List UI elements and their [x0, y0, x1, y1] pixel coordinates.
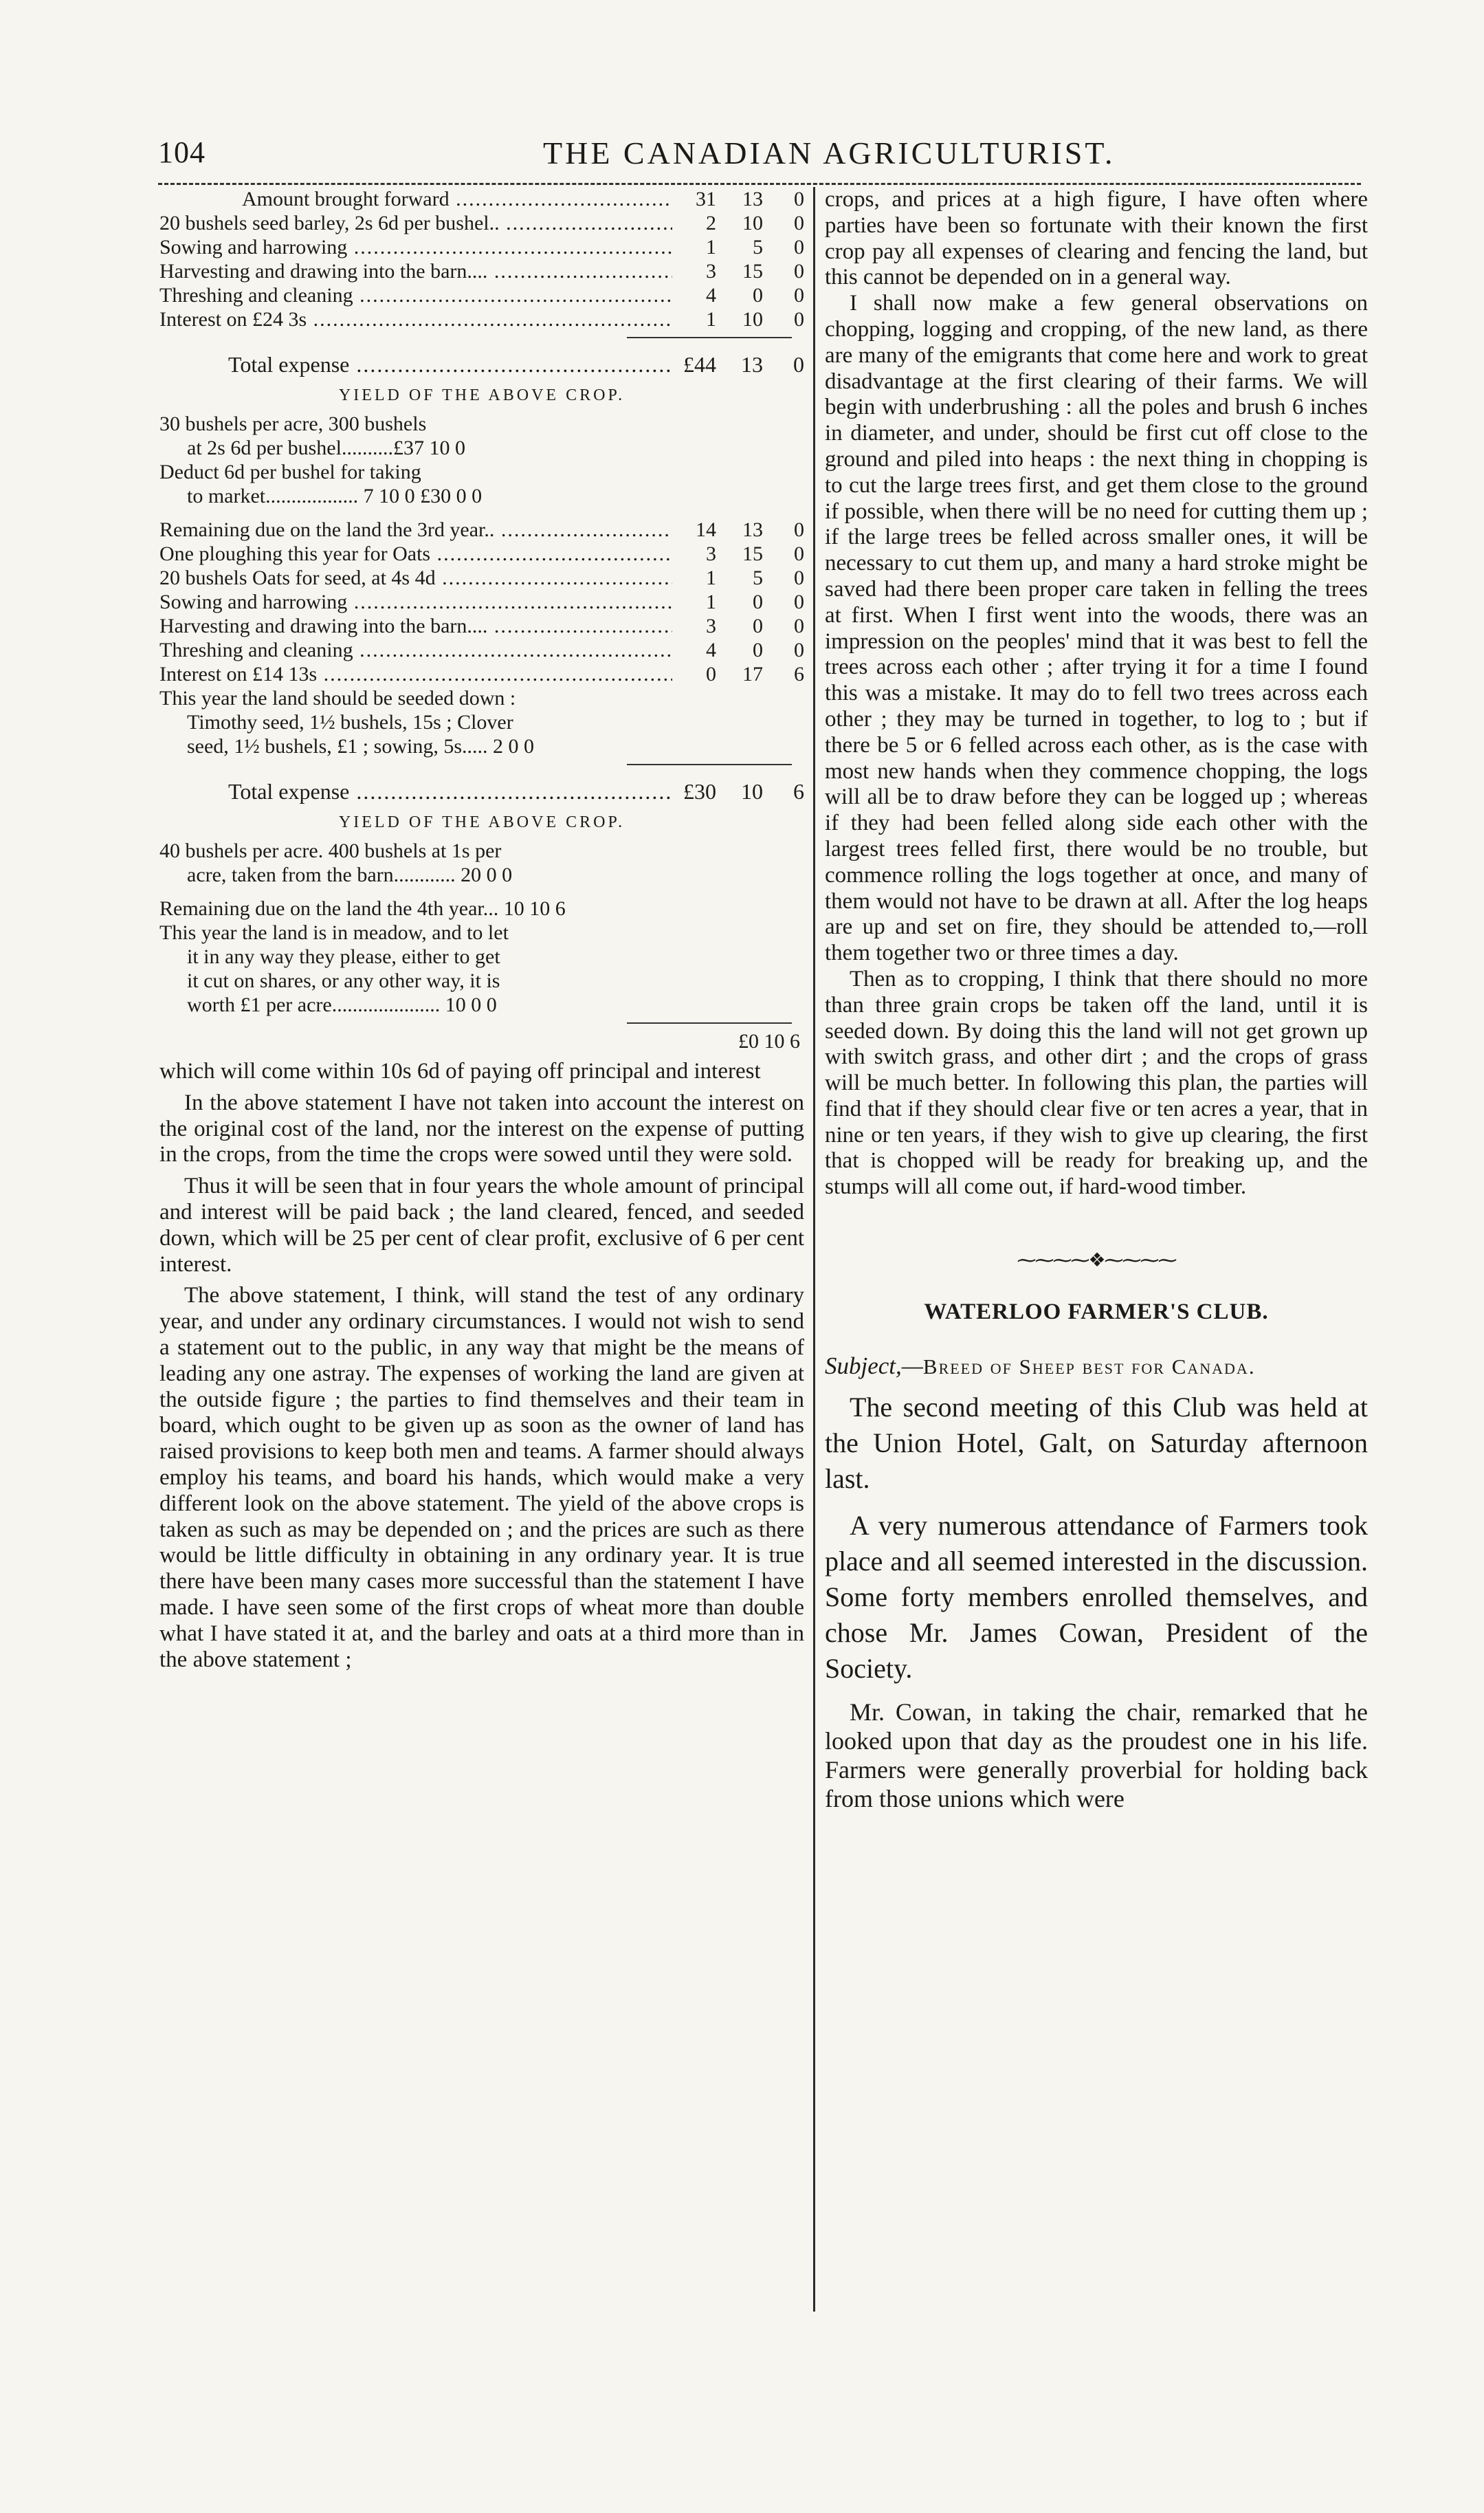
ledger-pence: 0: [794, 542, 804, 565]
text-line: Remaining due on the land the 4th year... 10 10 6: [159, 897, 566, 920]
ledger-item: Remaining due on the land the 3rd year.. .....: [159, 518, 672, 542]
paragraph: The second meeting of this Club was held at the Union Hotel, Galt, on Saturday afternoon last.: [825, 1392, 1368, 1495]
ledger-pence: 0: [794, 639, 804, 661]
ledger-row: [159, 638, 804, 662]
ledger-pence: 0: [794, 284, 804, 307]
paragraph: A very numerous attendance of Farmers took place and all seemed interested in the discussion. Some forty members enrolled themselves, and chose Mr. James Cowan, President of the Society.: [825, 1510, 1368, 1685]
ledger-shillings: 0: [753, 284, 763, 307]
ledger-pounds: 1: [706, 308, 716, 331]
text-line: to market.................. 7 10 0 £30 0 0: [187, 485, 483, 507]
text-line: it in any way they please, either to get: [187, 945, 500, 968]
column-divider: [813, 187, 815, 2312]
ledger-item: Threshing and cleaning .....: [159, 638, 672, 662]
paragraph: crops, and prices at a high figure, I have often where parties have been so fortunate with their known the first crop pay all expenses of clearing and fencing the land, but this cannot be depended on in a general way.: [825, 187, 1368, 290]
ledger-item: Sowing and harrowing .....: [159, 235, 672, 259]
text-line: 30 bushels per acre, 300 bushels: [159, 413, 427, 435]
ledger-pence: 0: [794, 188, 804, 210]
ledger-item: Interest on £14 13s .....: [159, 662, 672, 686]
ledger-pence: 6: [794, 663, 804, 685]
ledger-item: Interest on £24 3s .....: [159, 307, 672, 331]
paragraph: Then as to cropping, I think that there should no more than three grain crops be taken off the land, until it is seeded down. By doing this the land will not get grown up with switch grass, and other dirt ; and the crops of grass will be much better. In following this plan, the parties will find that if they should clear five or ten acres a year, that in nine or ten years, if they wish to give up clearing, the first that is chopped will be ready for breaking up, and the stumps will all come out, if hard-wood timber.: [825, 966, 1368, 1200]
ledger-shillings: 10: [742, 212, 763, 234]
final-amount: £0 10 6: [738, 1030, 800, 1053]
ledger-shillings: 13: [742, 518, 763, 541]
ledger-row: [159, 283, 804, 307]
ledger-pence: 0: [794, 615, 804, 637]
remaining-4th-year: [159, 897, 804, 1017]
club-paragraphs: [825, 1390, 1368, 1687]
club-title: WATERLOO FARMER'S CLUB.: [924, 1299, 1269, 1325]
ledger-shillings: 15: [742, 542, 763, 565]
ledger-item: One ploughing this year for Oats .....: [159, 542, 672, 566]
total-shillings: 10: [741, 779, 763, 804]
text-line: worth £1 per acre..................... 10 0 0: [187, 994, 497, 1016]
ledger-row: [159, 259, 804, 283]
subject-line: [825, 1352, 1368, 1380]
ledger-item: 20 bushels Oats for seed, at 4s 4d .....: [159, 566, 672, 590]
ledger-shillings: 5: [753, 236, 763, 259]
last-paragraph: Mr. Cowan, in taking the chair, remarked that he looked upon that day as the proudest one in his life. Farmers were generally proverbial for holding back from those unions which were: [825, 1698, 1368, 1813]
ledger-shillings: 13: [742, 188, 763, 210]
ledger-pounds: 4: [706, 284, 716, 307]
sum-rule: [627, 764, 792, 765]
yield-heading-1: YIELD OF THE ABOVE CROP.: [338, 386, 625, 404]
ledger-row: [159, 307, 804, 331]
page-number: 104: [158, 135, 206, 169]
ledger-row: [159, 614, 804, 638]
text-line: seed, 1½ bushels, £1 ; sowing, 5s..... 2 0 0: [187, 735, 534, 758]
text-line: 40 bushels per acre. 400 bushels at 1s per: [159, 840, 502, 862]
ledger-block-1: [159, 187, 804, 331]
total-label: Total expense .....: [228, 351, 672, 378]
total-pounds: £30: [683, 779, 716, 804]
paragraph: Thus it will be seen that in four years the whole amount of principal and interest will be paid back ; the land cleared, fenced, and seeded down, which will be 25 per cent of clear profit, exclusive of 6 per cent interest.: [159, 1174, 804, 1277]
subject-text: Breed of Sheep best for Canada.: [922, 1354, 1256, 1379]
ledger-row: [159, 662, 804, 686]
ledger-row: [159, 235, 804, 259]
header-rule: [158, 183, 1361, 185]
ledger-shillings: 0: [753, 591, 763, 613]
seed-block: [159, 686, 804, 758]
ledger-pounds: 1: [706, 591, 716, 613]
ledger-row: [159, 211, 804, 235]
total-pence: 6: [793, 779, 804, 804]
ledger-row: [159, 590, 804, 614]
total-label: Total expense .....: [228, 778, 672, 805]
ledger-pence: 0: [794, 236, 804, 259]
total-expense-2: [159, 778, 804, 805]
ledger-pence: 0: [794, 591, 804, 613]
ledger-shillings: 15: [742, 260, 763, 283]
ledger-shillings: 17: [742, 663, 763, 685]
text-line: at 2s 6d per bushel..........£37 10 0: [187, 437, 465, 459]
ledger-pence: 0: [794, 308, 804, 331]
yield-block-2: [159, 839, 804, 887]
yield-heading-2: YIELD OF THE ABOVE CROP.: [338, 813, 625, 831]
sum-rule: [627, 337, 792, 338]
ledger-pence: 0: [794, 212, 804, 234]
ledger-item: Amount brought forward .....: [242, 187, 672, 211]
ledger-pounds: 4: [706, 639, 716, 661]
text-line: Timothy seed, 1½ bushels, 15s ; Clover: [187, 711, 513, 734]
total-pounds: £44: [683, 352, 716, 377]
ornament-divider: ⁓⁓⁓⁓❖⁓⁓⁓⁓: [1017, 1250, 1176, 1272]
text-line: it cut on shares, or any other way, it is: [187, 969, 500, 992]
ledger-row: [159, 187, 804, 211]
left-column: [159, 187, 804, 1673]
total-expense-1: [159, 351, 804, 378]
ledger-shillings: 0: [753, 615, 763, 637]
ledger-item: Threshing and cleaning .....: [159, 283, 672, 307]
ledger-shillings: 10: [742, 308, 763, 331]
right-paragraphs: [825, 187, 1368, 1200]
ledger-pounds: 1: [706, 236, 716, 259]
ledger-pence: 0: [794, 567, 804, 589]
ledger-pounds: 1: [706, 567, 716, 589]
ledger-pence: 0: [794, 260, 804, 283]
total-pence: 0: [793, 352, 804, 377]
ledger-row: [159, 566, 804, 590]
right-column: [825, 187, 1368, 1813]
ledger-item: Sowing and harrowing .....: [159, 590, 672, 614]
text-line: This year the land should be seeded down :: [159, 687, 516, 710]
text-line: Deduct 6d per bushel for taking: [159, 461, 421, 483]
ledger-item: 20 bushels seed barley, 2s 6d per bushel.. .....: [159, 211, 672, 235]
ledger-pounds: 0: [706, 663, 716, 685]
sum-rule: [627, 1022, 792, 1024]
paragraph: which will come within 10s 6d of paying off principal and interest: [159, 1059, 761, 1084]
ledger-block-2: [159, 518, 804, 686]
ledger-pounds: 3: [706, 542, 716, 565]
ledger-pounds: 3: [706, 260, 716, 283]
page-header: [158, 135, 1368, 183]
ledger-row: [159, 518, 804, 542]
paragraph: I shall now make a few general observations on chopping, logging and cropping, of the new land, as there are many of the emigrants that come here and work to great disadvantage at the first clearing of their farms. We will begin with underbrushing : all the poles and brush 6 inches in diameter, and under, should be first cut off close to the ground and piled into heaps : the next thing in chopping is to cut the large trees first, and get them close to the ground if possible, when there will be no need for cutting them up ; if the large trees be felled across smaller ones, it will be necessary to cut them up, and many a hard stroke might be saved had there been proper care taken in felling the trees at first. When I first went into the woods, there was an impression on the peoples' mind that it was best to fell the trees across each other ; after trying it for a time I found this was a mistake. It may do to fell two trees across each other ; they may be turned in together, to log to ; but if there be 5 or 6 felled across each other, as is the case with most new hands when they commence chopping, the logs will all be to draw before they can be logged up ; whereas if they had been felled along side each other with the largest trees felled first, there would be no trouble, but commence rolling the logs together at once, and many of them would not have to be drawn at all. After the log heaps are up and set on fire, they should be attended to,—roll them together two or three times a day.: [825, 291, 1368, 966]
subject-label: Subject,—: [825, 1352, 923, 1380]
paragraph: The above statement, I think, will stand the test of any ordinary year, and under any ordinary circumstances. I would not wish to send a statement out to the public, in any way that might be the means of leading any one astray. The expenses of working the land are given at the outside figure ; the parties to find themselves and their team in board, which ought to be given up as soon as the owner of land has raised provisions to keep both men and teams. A farmer should always employ his teams, and board his hands, which would make a very different look on the above statement. The yield of the above crops is taken as such as may be depended on ; and the prices are such as there would be little difficulty in obtaining in any ordinary year. It is true there have been many cases more successful than the statement I have made. I have seen some of the first crops of wheat more than double what I have stated it at, and the barley and oats at a third more than in the above statement ;: [159, 1283, 804, 1672]
ledger-pounds: 2: [706, 212, 716, 234]
ledger-row: [159, 542, 804, 566]
left-paragraphs: [159, 1059, 804, 1673]
ledger-pounds: 14: [696, 518, 716, 541]
ledger-shillings: 0: [753, 639, 763, 661]
ledger-pounds: 3: [706, 615, 716, 637]
total-shillings: 13: [741, 352, 763, 377]
ledger-item: Harvesting and drawing into the barn.... .....: [159, 259, 672, 283]
running-title: THE CANADIAN AGRICULTURIST.: [543, 135, 1116, 171]
text-line: acre, taken from the barn............ 20 0 0: [187, 864, 513, 886]
ledger-item: Harvesting and drawing into the barn.... .....: [159, 614, 672, 638]
ledger-pence: 0: [794, 518, 804, 541]
text-line: This year the land is in meadow, and to let: [159, 921, 509, 944]
yield-block-1: [159, 412, 804, 508]
ledger-shillings: 5: [753, 567, 763, 589]
paragraph: In the above statement I have not taken into account the interest on the original cost of the land, nor the interest on the expense of putting in the crops, from the time the crops were sowed until they were sold.: [159, 1090, 804, 1167]
ledger-pounds: 31: [696, 188, 716, 210]
